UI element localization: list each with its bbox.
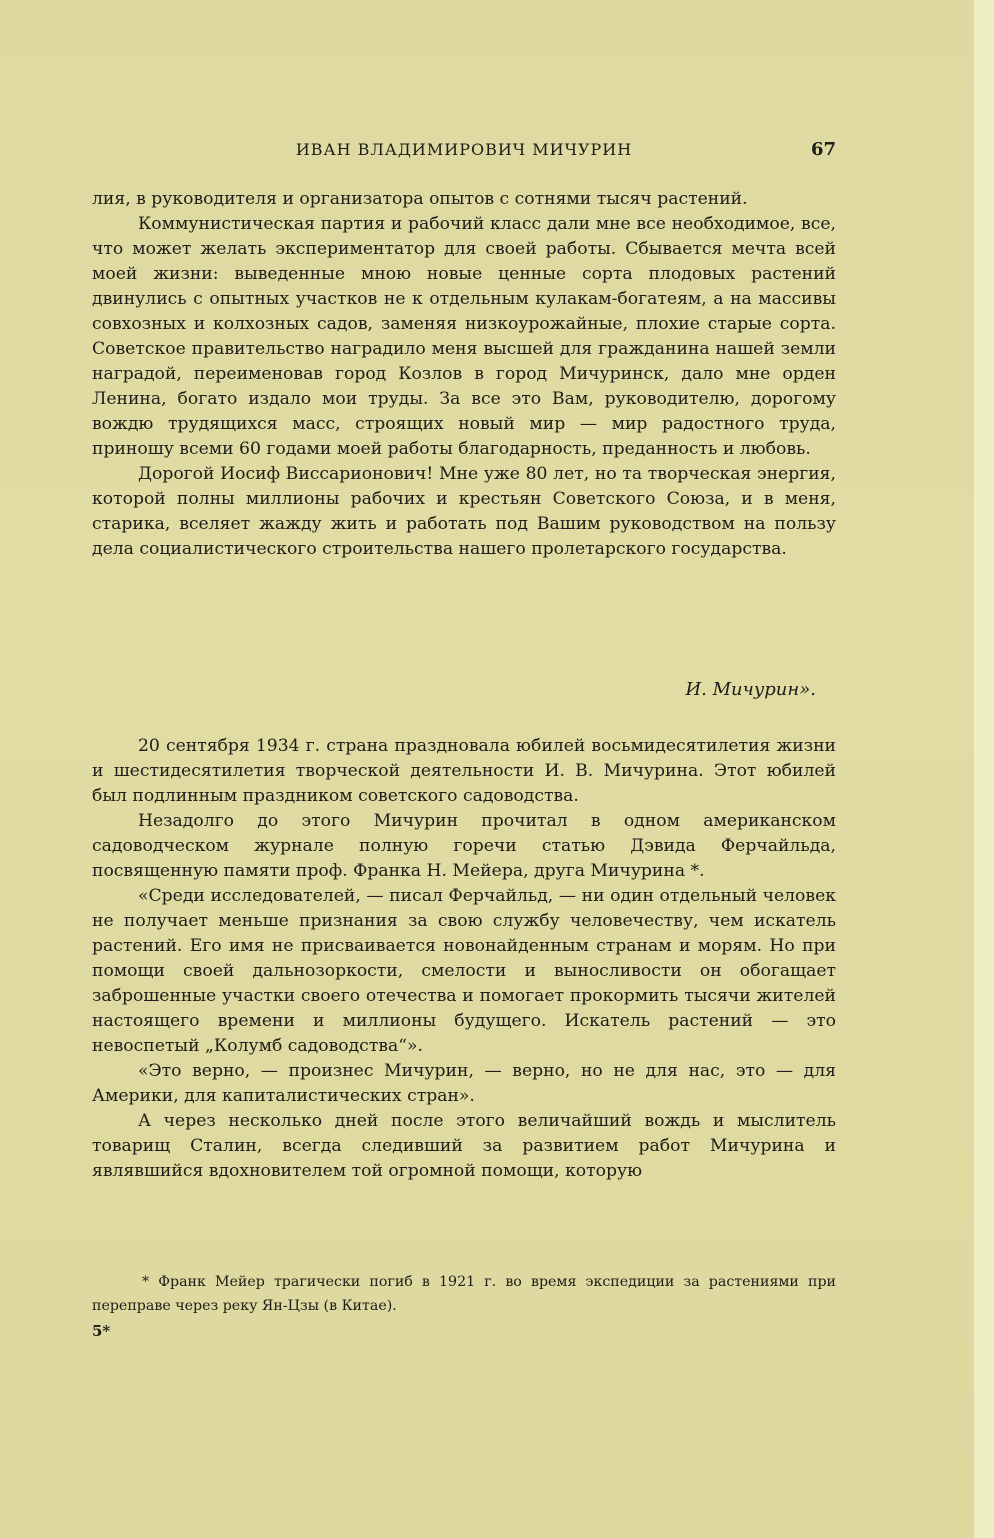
paragraph: Незадолго до этого Мичурин прочитал в одном американском садоводческом журнале полную горечи статью Дэвида Ферчайльда, посвященную памяти проф. Франка Н. Мейера, друга Мичурина *. (92, 811, 836, 881)
paragraph: Коммунистическая партия и рабочий класс дали мне все необходимое, все, что может желать экспериментатор для своей работы. Сбывается мечта всей моей жизни: выведенные мною новые ценные сорта плодовых растений двинулись с опытных участков не к отдельным кулакам-богатеям, а на массивы совхозных и колхозных садов, заменяя низкоурожайные, плохие старые сорта. Советское правительство наградило меня высшей для гражданина нашей земли наградой, переименовав город Козлов в город Мичуринск, дало мне орден Ленина, богато издало мои труды. За все это Вам, руководителю, дорогому вождю трудящихся масс, строящих новый мир — мир радостного труда, приношу всеми 60 годами моей работы благодарность, преданность и любовь. (92, 214, 836, 459)
footnote-text: * Франк Мейер трагически погиб в 1921 г. во время экспедиции за растениями при переправе через реку Ян-Цзы (в Китае). (92, 1274, 836, 1314)
letter-signature: И. Мичурин». (685, 679, 816, 700)
page-edge (974, 0, 994, 1538)
page-number: 67 (810, 139, 836, 160)
paragraph: лия, в руководителя и организатора опытов с сотнями тысяч растений. (92, 189, 748, 209)
running-head (92, 138, 836, 162)
paragraph: А через несколько дней после этого величайший вождь и мыслитель товарищ Сталин, всегда следивший за развитием работ Мичурина и являвшийся вдохновителем той огромной помощи, которую (92, 1111, 836, 1181)
paragraph: «Это верно, — произнес Мичурин, — верно, но не для нас, это — для Америки, для капиталистических стран». (92, 1061, 836, 1106)
letter-text (92, 187, 836, 562)
paragraph: 20 сентября 1934 г. страна праздновала юбилей восьмидесятилетия жизни и шестидесятилетия творческой деятельности И. В. Мичурина. Этот юбилей был подлинным праздником советского садоводства. (92, 736, 836, 806)
paragraph: Дорогой Иосиф Виссарионович! Мне уже 80 лет, но та творческая энергия, которой полны миллионы рабочих и крестьян Советского Союза, и в меня, старика, вселяет жажду жить и работать под Вашим руководством на пользу дела социалистического строительства нашего пролетарского государства. (92, 464, 836, 559)
running-title: ИВАН ВЛАДИМИРОВИЧ МИЧУРИН (295, 140, 633, 159)
footnote (92, 1270, 836, 1318)
paragraph: «Среди исследователей, — писал Ферчайльд, — ни один отдельный человек не получает меньше признания за свою службу человечеству, чем искатель растений. Его имя не присваивается новонайденным странам и морям. Но при помощи своей дальнозоркости, смелости и выносливости он обогащает заброшенные участки своего отечества и помогает прокормить тысячи жителей настоящего времени и миллионы будущего. Искатель растений — это невоспетый „Колумб садоводства“». (92, 886, 836, 1056)
narrative-text (92, 734, 836, 1184)
printer-signature-mark: 5* (92, 1322, 111, 1340)
